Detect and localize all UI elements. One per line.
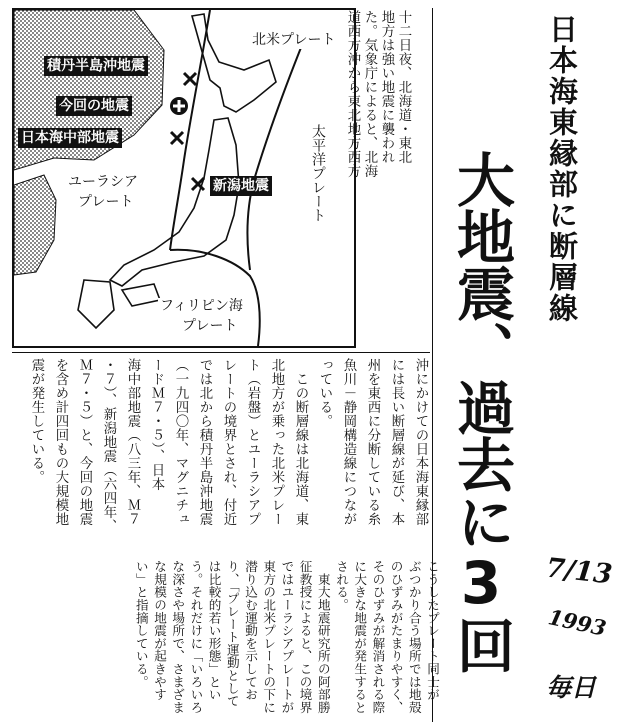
right-column-line: そのひずみが解消される際 <box>370 560 386 714</box>
lower-column-10: では北から積丹半島沖地震 <box>197 358 212 526</box>
divider-horizontal <box>12 352 430 353</box>
lower-column-8: ト（岩盤）とユーラシアプ <box>245 358 260 526</box>
shikoku <box>122 284 160 306</box>
plate-map <box>12 8 356 348</box>
lower-column-3: 州を東西に分断している糸 <box>365 358 380 526</box>
marker-nihonkai <box>171 132 183 144</box>
headline-subtitle: 日本海東縁部に断層線 <box>545 14 579 324</box>
right-column-line: う。それだけに「いろいろ <box>188 560 204 714</box>
right-column-line: に大きな地震が発生すると <box>352 560 368 714</box>
right-column-line: こうしたプレート同士が <box>425 560 440 701</box>
label-eurasian-plate-line2: プレート <box>78 194 134 210</box>
right-column-line: 征教授によると、この境界 <box>297 560 313 714</box>
lower-column-4: 魚川－静岡構造線につなが <box>341 358 356 526</box>
lower-column-6: この断層線は北海道、東 <box>293 358 308 526</box>
label-current-quake: 今回の地震 <box>56 96 132 116</box>
right-column-line: 東大地震研究所の阿部勝 <box>315 560 331 714</box>
right-column-line: のひずみがたまりやすく、 <box>388 560 404 714</box>
upper-column-3: た。気象庁によると、北海 <box>362 10 377 178</box>
right-column-line: 東方の北米プレートの下に <box>261 560 277 714</box>
lower-column-1: 沖にかけての日本海東縁部 <box>413 358 428 526</box>
marker-shakotan <box>184 73 196 85</box>
korea-peninsula <box>14 175 56 275</box>
right-column-line: ではユーラシアプレートが <box>279 560 295 714</box>
handwritten-year: 1993 <box>546 604 609 641</box>
handwritten-paper-name: 毎日 <box>546 673 597 702</box>
upper-column-2: 地方は強い地震に襲われ <box>379 10 394 164</box>
lower-column-17: 震が発生している。 <box>29 358 44 484</box>
label-north-american-plate: 北米プレート <box>252 32 336 48</box>
lower-column-12: ードＭ７・５）、日本 <box>149 358 164 492</box>
right-column-line: される。 <box>334 560 349 612</box>
label-nihonkai-quake: 日本海中部地震 <box>18 128 122 148</box>
right-column-line: な規模の地震が起きやす <box>152 560 167 701</box>
lower-column-5: っている。 <box>317 358 332 428</box>
right-column-line: 潜り込む運動を示してお <box>243 560 258 701</box>
label-philippine-plate-line2: プレート <box>182 318 238 334</box>
lower-column-11: （一九四〇年、マグニチュ <box>173 358 188 526</box>
label-niigata-quake: 新潟地震 <box>210 176 272 196</box>
lower-column-15: Ｍ７・５）と、今回の地震 <box>77 358 92 526</box>
label-shakotan-quake: 積丹半島沖地震 <box>44 56 148 76</box>
lower-column-7: 北地方が乗った北米プレー <box>269 358 284 526</box>
kyushu <box>78 280 114 328</box>
lower-column-14: ・７）、新潟地震（六四年、 <box>101 358 116 534</box>
label-pacific-plate: 太平洋プレート <box>310 124 326 222</box>
upper-column-1: 十二日夜、北海道・東北 <box>396 10 411 164</box>
upper-column-4: 道西方沖から東北地方西方 <box>345 10 360 178</box>
right-column-line: ぶつかり合う場所では地殻 <box>406 560 422 714</box>
lower-column-9: レートの境界とされ、付近 <box>221 358 236 526</box>
lower-column-13: 海中部地震（八三年、Ｍ７ <box>125 358 140 526</box>
lower-column-2: には長い断層線が延び、本 <box>389 358 404 526</box>
lower-column-16: を含め計四回もの大規模地 <box>53 358 68 526</box>
headline-title: 大地震、過去に3回 <box>447 150 515 673</box>
handwritten-date: 7/13 <box>544 552 614 591</box>
right-column-line: り、「プレート運動として <box>224 560 240 708</box>
label-eurasian-plate-line1: ユーラシア <box>68 174 138 190</box>
label-philippine-plate-line1: フィリピン海 <box>160 298 243 314</box>
right-column-line: は比較的若い形態」とい <box>206 560 222 701</box>
right-column-line: な深さや場所で、さまざま <box>170 560 186 714</box>
marker-current <box>170 97 188 115</box>
hokkaido <box>192 14 276 112</box>
right-column-line: い」と指摘している。 <box>133 560 149 688</box>
